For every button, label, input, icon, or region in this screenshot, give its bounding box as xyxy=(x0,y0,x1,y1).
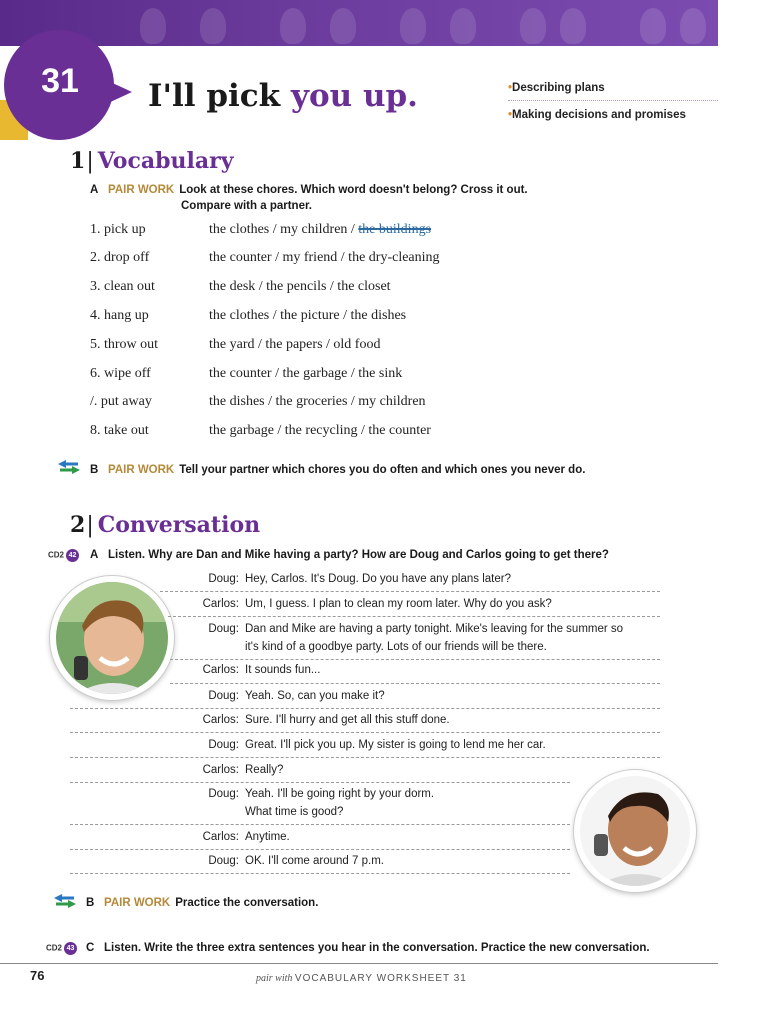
dialogue-line: Carlos: Really? xyxy=(202,764,284,776)
audio-track[interactable]: CD2 43 xyxy=(46,942,77,955)
worksheet-reference: pair with VOCABULARY WORKSHEET 31 xyxy=(256,973,467,984)
dialogue-line: Doug: Great. I'll pick you up. My sister is going to lend me her car. xyxy=(208,739,546,751)
banner-photo xyxy=(200,8,226,44)
page-title: I'll pick you up. xyxy=(148,78,418,114)
banner-photo xyxy=(400,8,426,44)
banner-photo xyxy=(520,8,546,44)
dialogue-line: Doug: OK. I'll come around 7 p.m. xyxy=(208,855,384,867)
dialogue-line: Carlos: It sounds fun... xyxy=(202,664,321,676)
dialogue-line: Doug: Yeah. So, can you make it? xyxy=(208,690,385,702)
dialogue-line: Doug: Dan and Mike are having a party tonight. Mike's leaving for the summer so xyxy=(208,623,624,635)
audio-track-number: 42 xyxy=(66,549,79,562)
banner-photo xyxy=(280,8,306,44)
banner-photo xyxy=(450,8,476,44)
banner-photo xyxy=(640,8,666,44)
pair-work-icon xyxy=(56,459,82,475)
exercise-a-instruction-2: Compare with a partner. xyxy=(181,200,313,212)
section-heading-vocabulary: 1| Vocabulary xyxy=(70,148,234,174)
dialogue-line: Doug: Hey, Carlos. It's Doug. Do you have any plans later? xyxy=(208,573,511,585)
exercise-c-instruction: C Listen. Write the three extra sentences you hear in the conversation. Practice the new conversation. xyxy=(86,942,650,954)
unit-number: 31 xyxy=(41,62,79,100)
banner-photo xyxy=(140,8,166,44)
carlos-photo xyxy=(574,770,696,892)
unit-badge xyxy=(0,0,140,140)
banner-photo xyxy=(330,8,356,44)
dialogue-line: Doug: Yeah. I'll be going right by your dorm. xyxy=(208,788,435,800)
pair-work-icon xyxy=(52,893,78,909)
doug-photo xyxy=(50,576,174,700)
crossed-out-word: the buildings xyxy=(358,222,432,237)
goal-item: •Making decisions and promises xyxy=(508,109,686,121)
dialogue-line: Carlos: Sure. I'll hurry and get all this stuff done. xyxy=(202,714,450,726)
audio-track[interactable]: CD2 42 xyxy=(48,549,79,562)
page-number: 76 xyxy=(30,968,45,983)
section-heading-conversation: 2| Conversation xyxy=(70,512,261,538)
audio-track-number: 43 xyxy=(64,942,77,955)
footer-divider xyxy=(0,963,718,964)
banner-photo xyxy=(680,8,706,44)
dialogue-line: Carlos: Anytime. xyxy=(202,831,290,843)
goal-item: •Describing plans xyxy=(508,82,605,94)
exercise-a-instruction: A PAIR WORK Look at these chores. Which word doesn't belong? Cross it out. xyxy=(90,184,528,196)
exercise-a-listen-instruction: A Listen. Why are Dan and Mike having a party? How are Doug and Carlos going to get there? xyxy=(90,549,609,561)
banner-photo xyxy=(560,8,586,44)
dialogue-line: it's kind of a goodbye party. Lots of our friends will be there. xyxy=(245,641,547,653)
exercise-b-practice-instruction: B PAIR WORK Practice the conversation. xyxy=(86,897,319,909)
unit-goals xyxy=(508,80,718,126)
dialogue-line: Carlos: Um, I guess. I plan to clean my room later. Why do you ask? xyxy=(202,598,552,610)
exercise-b-instruction: B PAIR WORK Tell your partner which chores you do often and which ones you never do. xyxy=(90,464,586,476)
dialogue-line: What time is good? xyxy=(245,806,344,818)
